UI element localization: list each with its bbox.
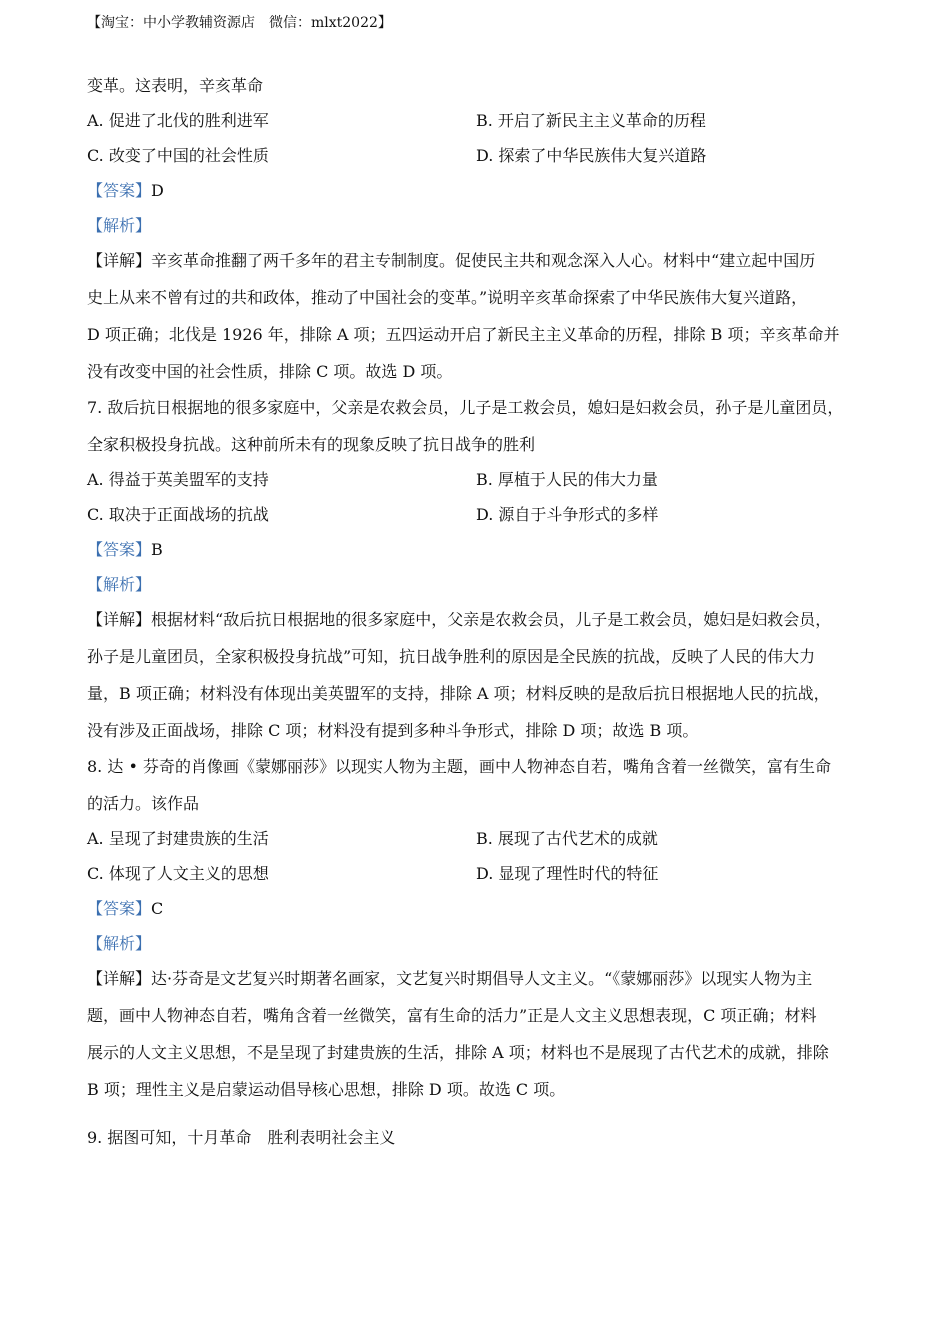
q7-detail-line-1 bbox=[87, 609, 831, 631]
answer-value: B bbox=[151, 540, 163, 559]
q7-stem-line-2: 全家积极投身抗战。这种前所未有的现象反映了抗日战争的胜利 bbox=[87, 435, 536, 454]
q7-option-a: A. 得益于英美盟军的支持 bbox=[87, 470, 269, 489]
detail-label: 【详解】 bbox=[87, 610, 152, 629]
detail-text: 达·芬奇是文艺复兴时期著名画家，文艺复兴时期倡导人文主义。“《蒙娜丽莎》以现实人物为主 bbox=[151, 969, 813, 988]
q6-option-a: A. 促进了北伐的胜利进军 bbox=[87, 111, 269, 130]
q6-detail-line-2: 史上从来不曾有过的共和政体，推动了中国社会的变革。”说明辛亥革命探索了中华民族伟大复兴道路， bbox=[87, 288, 808, 307]
q8-option-d: D. 显现了理性时代的特征 bbox=[476, 864, 659, 883]
q7-detail-line-3: 量，B 项正确；材料没有体现出美英盟军的支持，排除 A 项；材料反映的是敌后抗日根据地人民的抗战， bbox=[87, 684, 830, 703]
q6-option-b: B. 开启了新民主主义革命的历程 bbox=[476, 111, 706, 130]
detail-label: 【详解】 bbox=[87, 251, 152, 270]
answer-value: C bbox=[151, 899, 164, 918]
detail-text: 根据材料“敌后抗日根据地的很多家庭中，父亲是农救会员，儿子是工救会员，媳妇是妇救会员， bbox=[151, 610, 832, 629]
q6-option-d: D. 探索了中华民族伟大复兴道路 bbox=[476, 146, 707, 165]
q7-detail-line-4: 没有涉及正面战场，排除 C 项；材料没有提到多种斗争形式，排除 D 项；故选 B 项。 bbox=[87, 721, 699, 740]
detail-label: 【详解】 bbox=[87, 969, 152, 988]
q8-detail-line-4: B 项；理性主义是启蒙运动倡导核心思想，排除 D 项。故选 C 项。 bbox=[87, 1080, 566, 1099]
q7-option-c: C. 取决于正面战场的抗战 bbox=[87, 505, 269, 524]
q6-stem-tail: 变革。这表明，辛亥革命 bbox=[87, 76, 264, 95]
q8-detail-line-2: 题，画中人物神态自若，嘴角含着一丝微笑，富有生命的活力”正是人文主义思想表现，C 项正确；材料 bbox=[87, 1006, 817, 1025]
q7-analysis-label: 【解析】 bbox=[87, 575, 152, 594]
q8-answer bbox=[87, 898, 163, 920]
q7-detail-line-2: 孙子是儿童团员，全家积极投身抗战”可知，抗日战争胜利的原因是全民族的抗战，反映了人民的伟大力 bbox=[87, 647, 816, 666]
q8-analysis-label: 【解析】 bbox=[87, 934, 152, 953]
q6-answer bbox=[87, 180, 164, 202]
q8-stem-line-2: 的活力。该作品 bbox=[87, 794, 200, 813]
answer-label: 【答案】 bbox=[87, 181, 152, 200]
q8-stem-line-1: 8. 达 • 芬奇的肖像画《蒙娜丽莎》以现实人物为主题，画中人物神态自若，嘴角含着一丝微笑，富有生命 bbox=[87, 757, 831, 776]
q6-option-c: C. 改变了中国的社会性质 bbox=[87, 146, 269, 165]
q9-stem: 9. 据图可知，十月革命 胜利表明社会主义 bbox=[87, 1128, 396, 1147]
q7-stem-line-1: 7. 敌后抗日根据地的很多家庭中，父亲是农救会员，儿子是工救会员，媳妇是妇救会员，孙子是儿童团员， bbox=[87, 398, 844, 417]
q6-analysis-label: 【解析】 bbox=[87, 216, 152, 235]
q7-option-b: B. 厚植于人民的伟大力量 bbox=[476, 470, 658, 489]
q8-option-b: B. 展现了古代艺术的成就 bbox=[476, 829, 658, 848]
q8-option-c: C. 体现了人文主义的思想 bbox=[87, 864, 269, 883]
q8-detail-line-3: 展示的人文主义思想，不是呈现了封建贵族的生活，排除 A 项；材料也不是展现了古代艺术的成就，排除 bbox=[87, 1043, 829, 1062]
q6-detail-line-1 bbox=[87, 250, 815, 272]
q7-answer bbox=[87, 539, 163, 561]
q6-detail-line-4: 没有改变中国的社会性质，排除 C 项。故选 D 项。 bbox=[87, 362, 453, 381]
q6-detail-line-3: D 项正确；北伐是 1926 年，排除 A 项；五四运动开启了新民主主义革命的历程，排除 B 项；辛亥革命并 bbox=[87, 325, 840, 344]
q8-detail-line-1 bbox=[87, 968, 812, 990]
page-header: 【淘宝：中小学教辅资源店 微信：mlxt2022】 bbox=[87, 15, 392, 31]
q7-option-d: D. 源自于斗争形式的多样 bbox=[476, 505, 659, 524]
answer-label: 【答案】 bbox=[87, 540, 152, 559]
q8-option-a: A. 呈现了封建贵族的生活 bbox=[87, 829, 269, 848]
answer-value: D bbox=[151, 181, 164, 200]
detail-text: 辛亥革命推翻了两千多年的君主专制制度。促使民主共和观念深入人心。材料中“建立起中国历 bbox=[151, 251, 816, 270]
answer-label: 【答案】 bbox=[87, 899, 152, 918]
